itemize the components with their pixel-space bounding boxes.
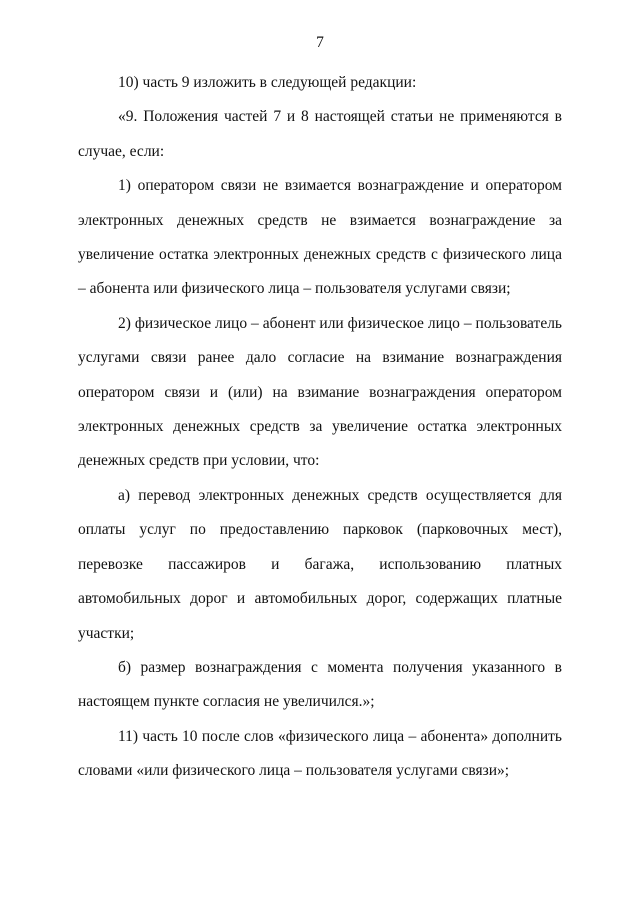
paragraph-item-10-amendment: 10) часть 9 изложить в следующей редакции: bbox=[118, 74, 417, 91]
paragraph-condition-2: 2) физическое лицо – абонент или физическое лицо – пользователь услугами связи ранее дало согласие на взимание вознаграждения оператором связи и (или) на взимание вознаграждения оператором электронных денежных средств за увеличение остатка электронных денежных средств при условии, что: bbox=[78, 314, 562, 470]
paragraph-item-11-amendment: 11) часть 10 после слов «физического лица – абонента» дополнить словами «или физического лица – пользователя услугами связи»; bbox=[78, 727, 562, 780]
paragraph-subcondition-a: а) перевод электронных денежных средств осуществляется для оплаты услуг по предоставлению парковок (парковочных мест), перевозке пассажиров и багажа, использованию платных автомобильных дорог и автомобильных дорог, содержащих платные участки; bbox=[78, 486, 562, 642]
paragraph-part-9-intro: «9. Положения частей 7 и 8 настоящей статьи не применяются в случае, если: bbox=[78, 108, 562, 160]
paragraph-condition-1: 1) оператором связи не взимается вознаграждение и оператором электронных денежных средств не взимается вознаграждение за увеличение остатка электронных денежных средств с физического лица – абонента или физического лица – пользователя услугами связи; bbox=[78, 177, 562, 298]
paragraph-subcondition-b: б) размер вознаграждения с момента получения указанного в настоящем пункте согласия не увеличился.»; bbox=[78, 658, 562, 711]
page-number: 7 bbox=[316, 34, 324, 51]
document-body bbox=[78, 66, 562, 789]
